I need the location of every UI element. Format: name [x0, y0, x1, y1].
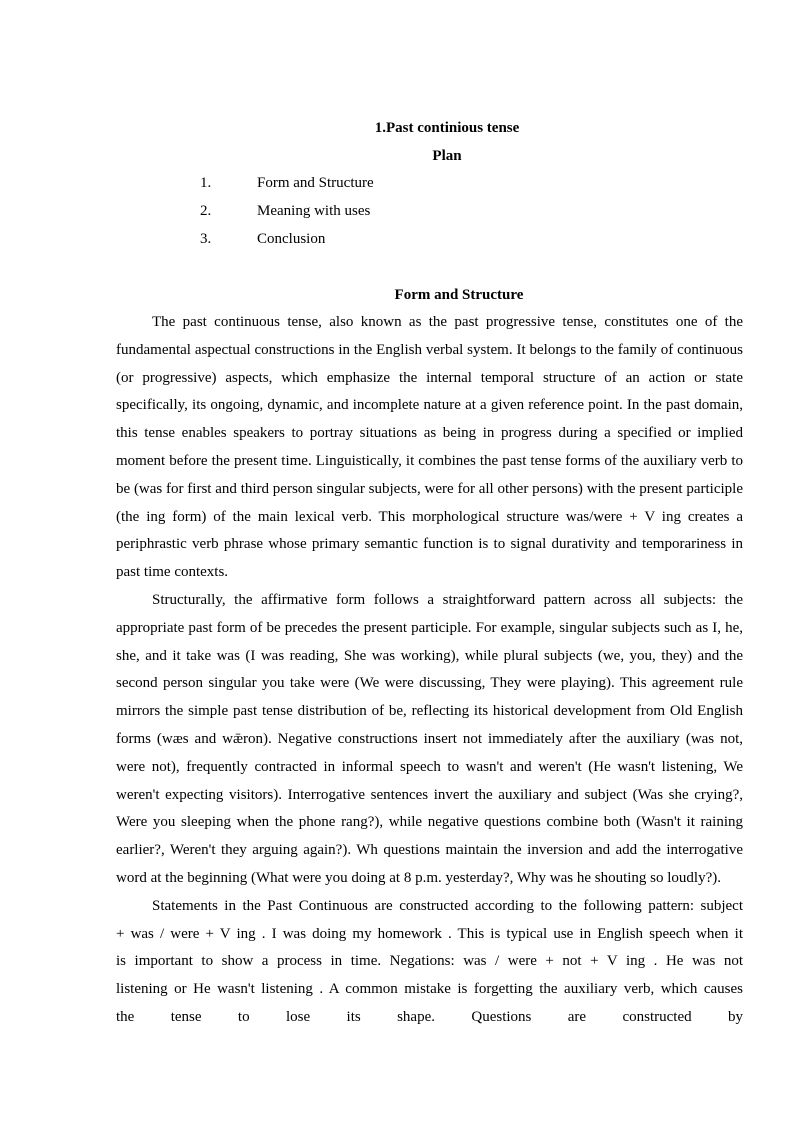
paragraph: The past continuous tense, also known as the past progressive tense, constitutes one of the fundamental aspectual constructions in the English verbal system. It belongs to the family of continuous (or progressive) aspects, which emphasize the internal temporal structure of an action or state specifically, its ongoing, dynamic, and incomplete nature at a given reference point. In the past domain, this tense enables speakers to portray situations as being in progress during a specified or implied moment before the present time. Linguistically, it combines the past tense forms of the auxiliary verb to be (was for first and third person singular subjects, were for all other persons) with the present participle (the ing form) of the main lexical verb. This morphological structure was/were + V ing creates a periphrastic verb phrase whose primary semantic function is to signal durativity and temporariness in past time contexts.: [116, 314, 743, 581]
plan-item-number: 1.: [200, 175, 212, 191]
paragraph: Statements in the Past Continuous are constructed according to the following pattern: subject + was / were + V ing . I was doing my homework . This is typical use in English speech when it is important to show a process in time. Negations: was / were + not + V ing . He was not listening or He wasn't listening . A common mistake is forgetting the auxiliary verb, which causes the tense to lose its shape. Questions are constructed by: [116, 897, 743, 1025]
plan-item: [200, 228, 374, 256]
document-title: 1.Past continious tense: [374, 120, 520, 136]
plan-item: [200, 172, 374, 200]
plan-item-label: Conclusion: [257, 231, 326, 247]
plan-list: [200, 172, 374, 256]
plan-item-number: 3.: [200, 231, 212, 247]
plan-item: [200, 200, 374, 228]
plan-item-label: Form and Structure: [257, 175, 374, 191]
paragraph: Structurally, the affirmative form follows a straightforward pattern across all subjects: the appropriate past form of be precedes the present participle. For example, singular subjects such as I, he, she, and it take was (I was reading, She was working), while plural subjects (we, you, they) and the second person singular you take were (We were discussing, They were playing). This agreement rule mirrors the simple past tense distribution of be, reflecting its historical development from Old English forms (wæs and wǣron). Negative constructions insert not immediately after the auxiliary (was not, were not), frequently contracted in informal speech to wasn't and weren't (He wasn't listening, We weren't expecting visitors). Interrogative sentences invert the auxiliary and subject (Was she crying?, Were you sleeping when the phone rang?), while negative questions combine both (Wasn't it raining earlier?, Weren't they arguing again?). Wh questions maintain the inversion and add the interrogative word at the beginning (What were you doing at 8 p.m. yesterday?, Why was he shouting so loudly?).: [116, 591, 743, 886]
section-heading: Form and Structure: [394, 287, 524, 303]
plan-item-label: Meaning with uses: [257, 203, 371, 219]
body-text: [116, 309, 743, 1032]
plan-item-number: 2.: [200, 203, 212, 219]
plan-heading: Plan: [432, 148, 462, 164]
